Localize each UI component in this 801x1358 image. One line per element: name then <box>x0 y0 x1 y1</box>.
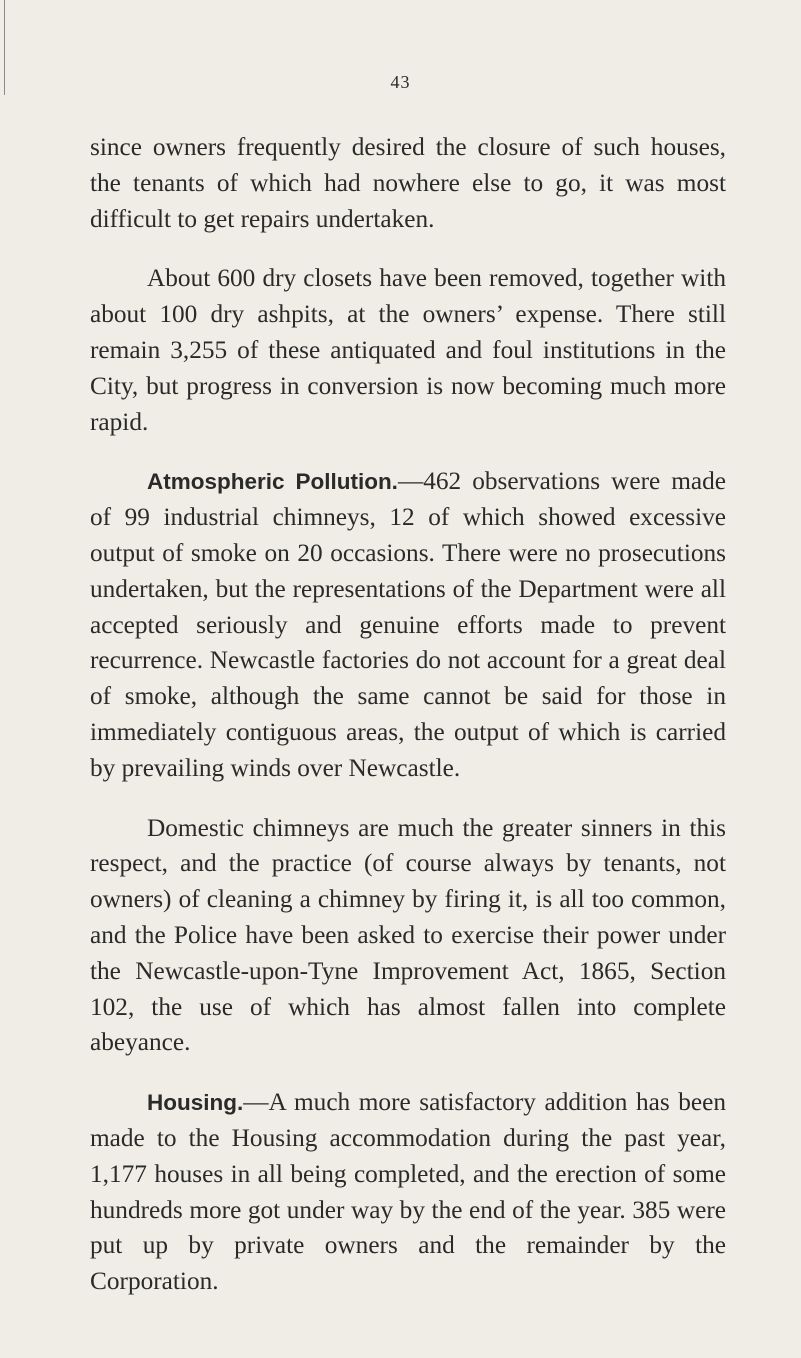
paragraph-atmospheric-pollution <box>90 464 726 786</box>
paragraph-dry-closets <box>90 261 726 440</box>
paragraph-text: —462 observations were made of 99 industrial chimneys, 12 of which showed excessive output of smoke on 20 occasions. There were no prosecutions undertaken, but the representations of the Department were all accepted seriously and genuine efforts made to prevent recurrence. Newcastle factories do not account for a great deal of smoke, although the same cannot be said for those in immediately contiguous areas, the output of which is carried by prevailing winds over Newcastle. <box>90 467 727 782</box>
paragraph-text: About 600 dry closets have been removed, together with about 100 dry ashpits, at the owners’ expense. There still remain 3,255 of these antiquated and foul institutions in the City, but progress in conversion is now becoming much more rapid. <box>90 264 726 436</box>
section-heading-housing: Housing. <box>147 1090 244 1116</box>
body-text <box>90 130 726 1324</box>
section-heading-atmospheric-pollution: Atmospheric Pollution. <box>147 469 398 495</box>
paragraph-text: since owners frequently desired the closure of such houses, the tenants of which had nowhere else to go, it was most difficult to get repairs undertaken. <box>90 133 726 233</box>
paragraph-text: Domestic chimneys are much the greater sinners in this respect, and the practice (of course always by tenants, not owners) of cleaning a chimney by firing it, is all too common, and the Police have been asked to exercise their power under the Newcastle-upon-Tyne Improvement Act, 1865, Section 102, the use of which has almost fallen into complete abeyance. <box>90 813 726 1057</box>
paragraph-continuation <box>90 130 726 237</box>
paragraph-domestic-chimneys <box>90 811 726 1062</box>
page-number: 43 <box>390 72 411 92</box>
paragraph-housing <box>90 1085 726 1300</box>
paragraph-text: —A much more satisfactory addition has been made to the Housing accommodation during the past year, 1,177 houses in all being completed, and the erection of some hundreds more got under way by the end of the year. 385 were put up by private owners and the remainder by the Corporation. <box>90 1088 726 1296</box>
